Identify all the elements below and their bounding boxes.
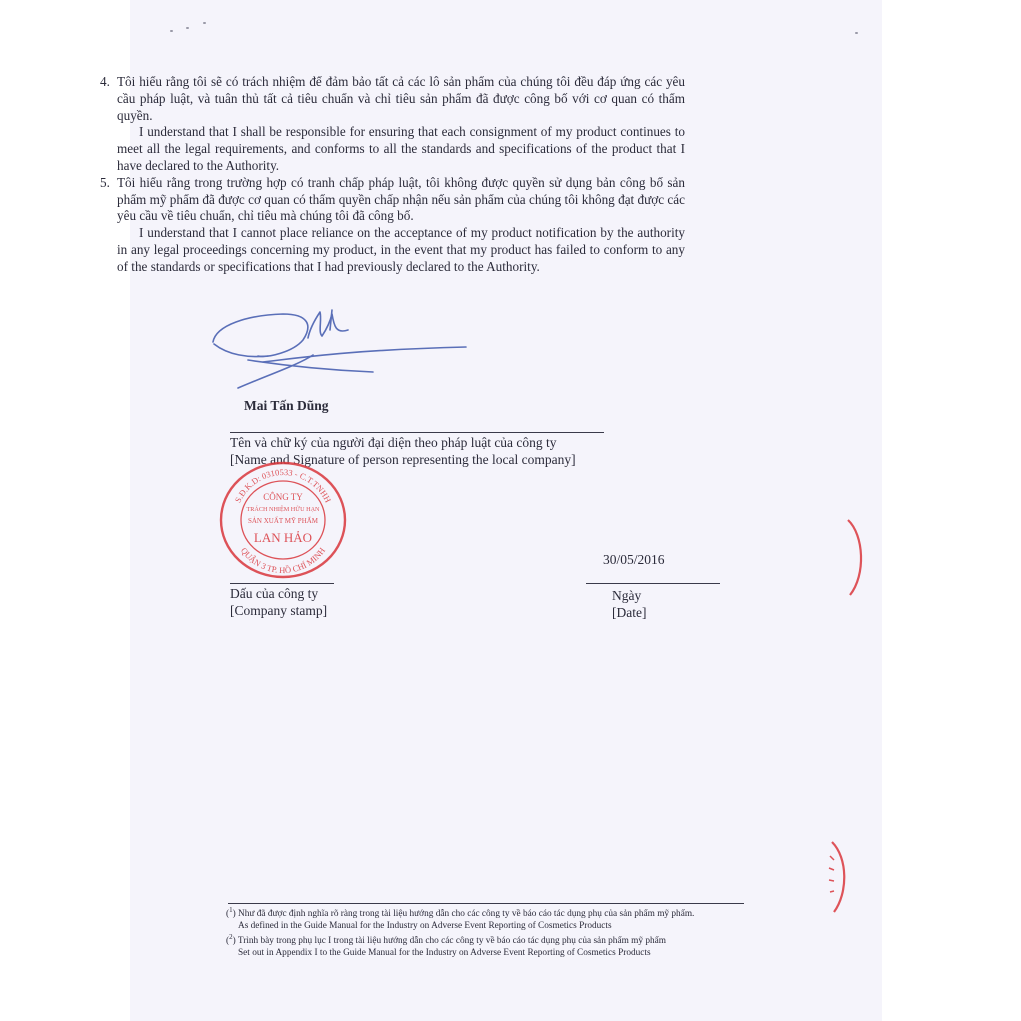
stamp-line2: SẢN XUẤT MỸ PHẨM: [247, 517, 319, 525]
stamp-ring-top: S.Đ.K.D: 0310533 - C.T.TNHH: [232, 466, 334, 505]
declaration-item: [100, 74, 685, 175]
stamp-rule: [230, 583, 334, 584]
stamp-caption-english: [Company stamp]: [230, 603, 328, 618]
date-value: 30/05/2016: [603, 552, 665, 567]
date-caption-english: [Date]: [612, 605, 647, 620]
date-caption-vietnamese: Ngày: [612, 588, 642, 603]
footnote-english: Set out in Appendix I to the Guide Manual for the Industry on Adverse Event Reporting of Cosmetics Products: [238, 947, 651, 958]
scan-speck: [186, 27, 189, 29]
stamp-line1: TRÁCH NHIỆM HỮU HẠN: [246, 506, 320, 513]
stamp-ring-bottom: QUẬN 3 TP. HỒ CHÍ MINH: [238, 545, 328, 576]
scan-speck: [203, 22, 206, 24]
item-number: 4.: [100, 74, 110, 89]
footnote-rule: [228, 903, 744, 904]
scan-speck: [855, 32, 858, 34]
signature-caption-english: [Name and Signature of person representing the local company]: [230, 452, 576, 467]
date-caption: [612, 587, 646, 621]
footnote-2: ($^2$) Trình bày trong phụ lục I trong tài liệu hướng dẫn cho các công ty về báo cáo tác dụng phụ của sản phẩm mỹ phẩm: [226, 933, 666, 947]
footnote-vietnamese: Trình bày trong phụ lục I trong tài liệu hướng dẫn cho các công ty về báo cáo tác dụng phụ của sản phẩm mỹ phẩm: [237, 936, 666, 947]
footnote-marker: 1: [229, 906, 233, 914]
stamp-caption-vietnamese: Dấu của công ty: [230, 586, 319, 601]
handwritten-signature: [208, 300, 478, 395]
footnote-marker: 2: [229, 933, 233, 942]
company-stamp: [218, 460, 348, 580]
item-vietnamese-text: Tôi hiểu rằng tôi sẽ có trách nhiệm để đảm bảo tất cả các lô sản phẩm của chúng tôi đều đáp ứng các yêu cầu pháp luật, và tuân thủ tất cả tiêu chuẩn và chỉ tiêu sản phẩm đã được công bố với cơ quan có thẩm quyền.: [117, 74, 685, 123]
signature-rule: [230, 432, 604, 433]
declaration-item: [100, 175, 685, 276]
scan-speck: [170, 30, 173, 32]
stamp-caption: [230, 585, 327, 619]
signer-name: Mai Tấn Dũng: [244, 398, 329, 413]
partial-seal-mark: [840, 515, 870, 600]
footnote-vietnamese: Như đã được định nghĩa rõ ràng trong tài liệu hướng dẫn cho các công ty về báo cáo tác dụng phụ của sản phẩm mỹ phẩm.: [238, 909, 695, 920]
signature-caption-vietnamese: Tên và chữ ký của người đại diện theo pháp luật của công ty: [230, 435, 557, 450]
footnote-1: ($^1$) Như đã được định nghĩa rõ ràng trong tài liệu hướng dẫn cho các công ty về báo cáo tác dụng phụ của sản phẩm mỹ phẩm.: [226, 906, 695, 920]
date-rule: [586, 583, 720, 584]
item-vietnamese-text: Tôi hiểu rằng trong trường hợp có tranh chấp pháp luật, tôi không được quyền sử dụng bản công bố sản phẩm mỹ phẩm đã được cơ quan có thẩm quyền chấp nhận nếu sản phẩm của chúng tôi không đạt được các yêu cầu về tiêu chuẩn, chỉ tiêu mà chúng tôi đã công bố.: [117, 174, 685, 224]
stamp-brand: LAN HẢO: [253, 530, 313, 545]
item-english-text: I understand that I cannot place reliance on the acceptance of my product notification by the authority in any legal proceedings concerning my product, in the event that my product has failed to conform to any of the standards or specifications that I had previously declared to the Authority.: [117, 225, 685, 274]
footnotes: [226, 905, 826, 960]
stamp-company: CÔNG TY: [263, 492, 303, 502]
footnote-english: As defined in the Guide Manual for the Industry on Adverse Event Reporting of Cosmetics Products: [238, 920, 612, 931]
declaration-items: [100, 74, 685, 276]
item-english-text: I understand that I shall be responsible for ensuring that each consignment of my product continues to meet all the legal requirements, and conforms to all the standards and specifications of the product that I have declared to the Authority.: [117, 124, 685, 173]
partial-seal-mark: [822, 838, 852, 918]
item-number: 5.: [100, 174, 110, 190]
